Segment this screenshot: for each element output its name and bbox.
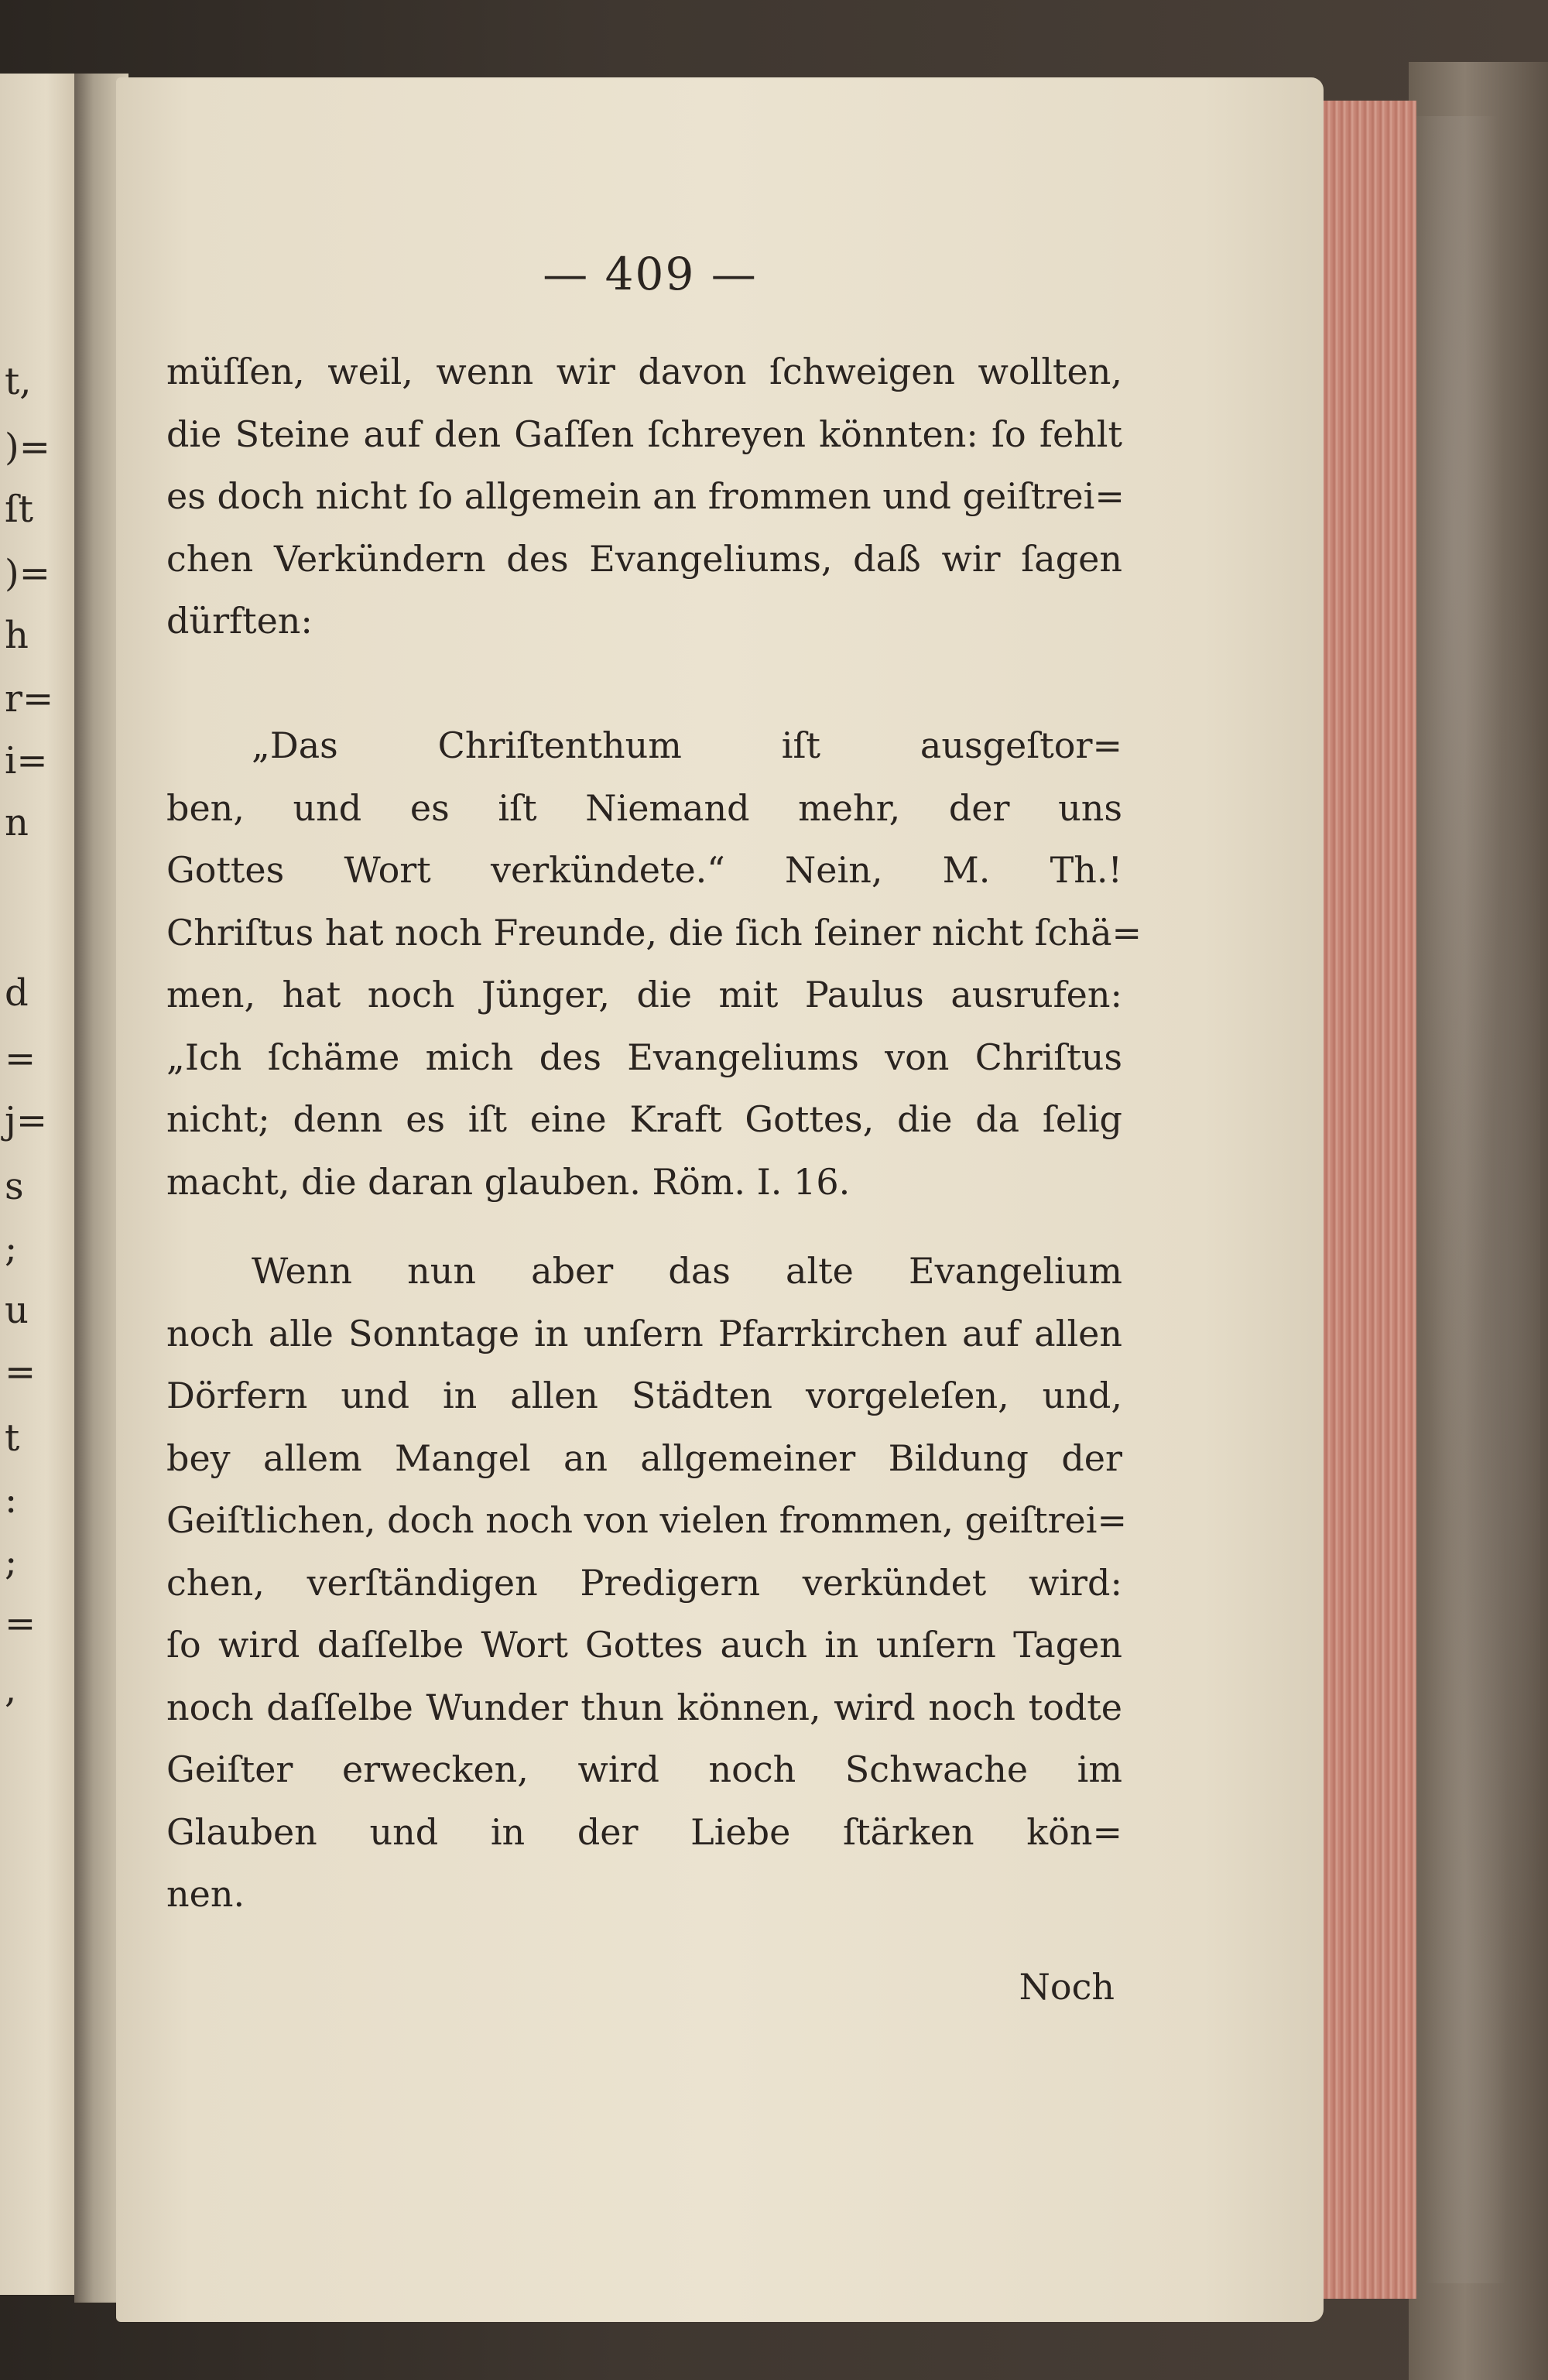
text-line: nen. — [166, 1873, 245, 1915]
fragment: r= — [5, 677, 54, 721]
text-line: macht, die daran glauben. Röm. I. 16. — [166, 1160, 851, 1203]
text-line: Dörfern und in allen Städten vorgeleſen, und, — [166, 1375, 1122, 1416]
fragment: d — [5, 971, 29, 1015]
text-line: Geiſter erwecken, wird noch Schwache im — [166, 1748, 1122, 1790]
fragment: , — [5, 1668, 17, 1711]
text-line: Glauben und in der Liebe ſtärken kön= — [166, 1810, 1122, 1853]
fragment: i= — [5, 739, 48, 782]
text-line: bey allem Mangel an allgemeiner Bildung der — [166, 1437, 1122, 1479]
text-line: es doch nicht ſo allgemein an frommen und geiſtrei= — [166, 475, 1125, 517]
text-line: „Das Chriſtenthum iſt ausgeſtor= — [252, 724, 1122, 766]
text-line: noch daſſelbe Wunder thun können, wird noch todte — [166, 1686, 1122, 1728]
fragment: : — [5, 1478, 18, 1522]
paragraph-1 — [166, 341, 1125, 652]
fragment: )= — [5, 426, 50, 469]
fragment: )= — [5, 552, 50, 595]
fragment: t, — [5, 360, 32, 403]
text-line: men, hat noch Jünger, die mit Paulus ausrufen: — [166, 974, 1122, 1015]
fragment: ; — [5, 1227, 18, 1270]
fragment: = — [5, 1037, 36, 1080]
text-line: noch alle Sonntage in unſern Pfarrkirchen auf allen — [166, 1312, 1122, 1354]
fragment: = — [5, 1602, 36, 1645]
text-line: Gottes Wort verkündete.“ Nein, M. Th.! — [166, 849, 1122, 891]
fragment: n — [5, 801, 29, 844]
text-line: Chriſtus hat noch Freunde, die ſich ſeiner nicht ſchä= — [166, 911, 1142, 954]
text-line: nicht; denn es iſt eine Kraft Gottes, die da ſelig — [166, 1098, 1122, 1140]
text-line: dürften: — [166, 600, 313, 642]
fragment: j= — [5, 1099, 48, 1142]
paragraph-2 — [166, 714, 1142, 1213]
page-number: — 409 — — [543, 248, 758, 300]
text-line: Wenn nun aber das alte Evangelium — [252, 1250, 1122, 1292]
text-line: die Steine auf den Gaſſen ſchreyen könnten: ſo fehlt — [166, 413, 1122, 455]
text-line: ſo wird daſſelbe Wort Gottes auch in unſern Tagen — [166, 1624, 1122, 1666]
fragment: t — [5, 1416, 20, 1460]
fragment: ; — [5, 1540, 18, 1584]
paragraph-3 — [166, 1240, 1128, 1926]
fragment: = — [5, 1351, 36, 1394]
text-line: Geiſtlichen, doch noch von vielen frommen, geiſtrei= — [166, 1499, 1128, 1541]
fragment: ſt — [5, 488, 34, 531]
catchword: Noch — [1019, 1966, 1115, 2008]
fragment: h — [5, 614, 29, 657]
text-line: „Ich ſchäme mich des Evangeliums von Chriſtus — [166, 1036, 1122, 1078]
text-line: müſſen, weil, wenn wir davon ſchweigen wollten, — [166, 351, 1122, 392]
fragment: s — [5, 1165, 24, 1208]
text-line: chen, verſtändigen Predigern verkündet wird: — [166, 1561, 1122, 1604]
text-line: chen Verkündern des Evangeliums, daß wir ſagen — [166, 537, 1122, 580]
fragment: u — [5, 1289, 29, 1332]
text-line: ben, und es iſt Niemand mehr, der uns — [166, 786, 1122, 829]
